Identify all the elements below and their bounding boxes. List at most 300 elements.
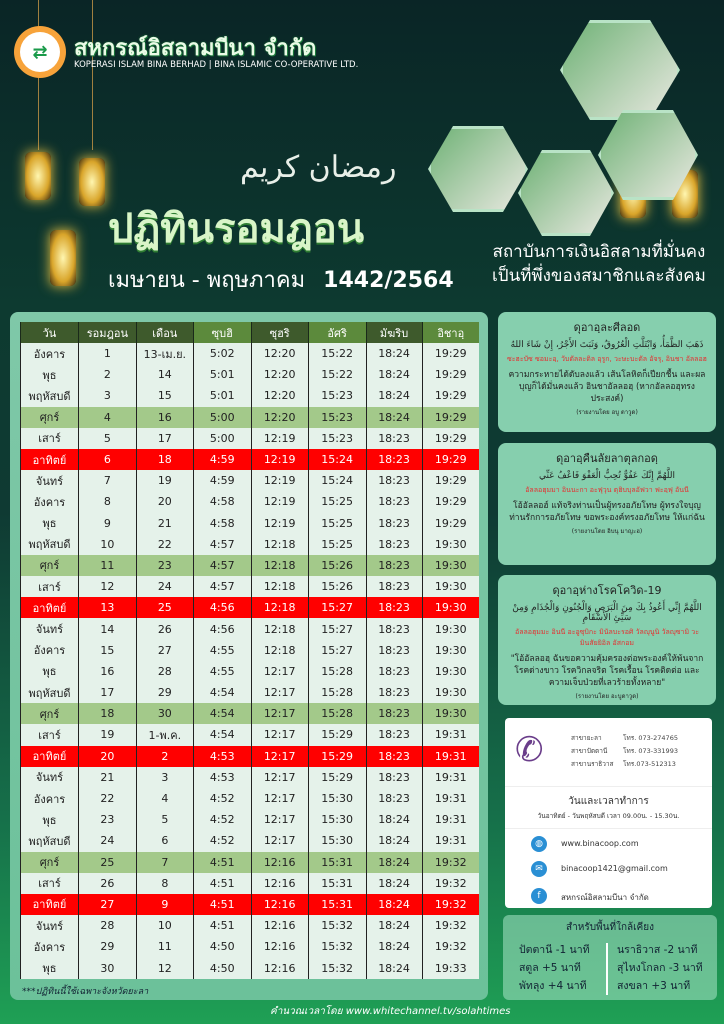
table-cell: 18:24 bbox=[366, 407, 422, 428]
table-cell: 4:59 bbox=[193, 449, 251, 470]
table-cell: พฤหัสบดี bbox=[21, 534, 79, 555]
table-row bbox=[21, 767, 480, 788]
hours-text: วันอาทิตย์ - วันพฤหัสบดี เวลา 09.00น. - 15.30น. bbox=[537, 812, 680, 820]
table-cell: 4:54 bbox=[193, 682, 251, 703]
table-cell: 29 bbox=[78, 936, 136, 957]
table-cell: 16 bbox=[136, 407, 193, 428]
nearby-item: สุไหงโกลก -3 นาที bbox=[617, 962, 703, 974]
table-cell: ศุกร์ bbox=[21, 555, 79, 576]
table-cell: 18:23 bbox=[366, 724, 422, 745]
table-cell: 15:30 bbox=[308, 809, 366, 830]
table-cell: 4:51 bbox=[193, 894, 251, 915]
table-cell: 12:20 bbox=[251, 364, 308, 385]
table-cell: 19:32 bbox=[422, 852, 479, 873]
table-cell: 18:24 bbox=[366, 343, 422, 364]
table-cell: 15:32 bbox=[308, 957, 366, 978]
table-cell: อังคาร bbox=[21, 788, 79, 809]
table-cell: 19:30 bbox=[422, 555, 479, 576]
table-cell: 12:20 bbox=[251, 407, 308, 428]
table-cell: พุธ bbox=[21, 513, 79, 534]
table-cell: อังคาร bbox=[21, 491, 79, 512]
table-cell: 18:24 bbox=[366, 936, 422, 957]
table-cell: 27 bbox=[78, 894, 136, 915]
table-cell: 8 bbox=[78, 491, 136, 512]
table-cell: 19:31 bbox=[422, 767, 479, 788]
website-link[interactable]: www.binacoop.com bbox=[561, 839, 639, 848]
table-cell: 19:29 bbox=[422, 470, 479, 491]
table-cell: 12:19 bbox=[251, 428, 308, 449]
table-header bbox=[21, 322, 480, 343]
phone-number[interactable]: โทร. 073-274765 bbox=[623, 734, 678, 742]
lantern-decoration bbox=[79, 158, 105, 206]
prayer-timetable bbox=[20, 322, 479, 979]
table-cell: 4:50 bbox=[193, 957, 251, 978]
phone-number[interactable]: โทร.073-512313 bbox=[623, 760, 676, 768]
table-row bbox=[21, 936, 480, 957]
table-cell: 4:56 bbox=[193, 597, 251, 618]
table-cell: 18:24 bbox=[366, 852, 422, 873]
table-cell: 18 bbox=[136, 449, 193, 470]
column-header: รอมฎอน bbox=[78, 322, 136, 343]
table-cell: ศุกร์ bbox=[21, 703, 79, 724]
table-cell: จันทร์ bbox=[21, 767, 79, 788]
table-cell: 15:23 bbox=[308, 428, 366, 449]
table-cell: 10 bbox=[78, 534, 136, 555]
table-cell: 15:29 bbox=[308, 746, 366, 767]
table-cell: 30 bbox=[78, 957, 136, 978]
table-cell: พุธ bbox=[21, 809, 79, 830]
table-cell: 12:19 bbox=[251, 449, 308, 470]
table-row bbox=[21, 555, 480, 576]
table-cell: 18:24 bbox=[366, 915, 422, 936]
table-cell: 6 bbox=[78, 449, 136, 470]
table-cell: 19:30 bbox=[422, 618, 479, 639]
dua-transliteration: ซะฮะบัซ ซอมะอฺ, วับตัลละติล อุรูก, วะษะบะตัล อัจรุ, อินชา อัลลอฮ bbox=[507, 355, 707, 363]
table-cell: พฤหัสบดี bbox=[21, 830, 79, 851]
table-row bbox=[21, 852, 480, 873]
dua-meaning: โอ้อัลลอฮ์ แท้จริงท่านเป็นผู้ทรงอภัยโทษ ผู้ทรงใจบุญ ท่านรักการอภัยโทษ ขอพระองค์ทรงอภัยโทษ ให้แก่ฉัน bbox=[509, 501, 705, 523]
table-cell: 12:17 bbox=[251, 830, 308, 851]
table-cell: 15:28 bbox=[308, 682, 366, 703]
table-cell: 28 bbox=[78, 915, 136, 936]
table-row bbox=[21, 957, 480, 978]
table-cell: 7 bbox=[78, 470, 136, 491]
globe-icon: ◍ bbox=[531, 836, 547, 852]
table-cell: 12:16 bbox=[251, 915, 308, 936]
table-cell: จันทร์ bbox=[21, 915, 79, 936]
table-cell: 5 bbox=[136, 809, 193, 830]
table-cell: 12:16 bbox=[251, 852, 308, 873]
table-cell: 1-พ.ค. bbox=[136, 724, 193, 745]
table-cell: จันทร์ bbox=[21, 470, 79, 491]
slogan-line: เป็นที่พึ่งของสมาชิกและสังคม bbox=[492, 266, 706, 286]
table-cell: 21 bbox=[78, 767, 136, 788]
table-cell: 4:53 bbox=[193, 746, 251, 767]
table-cell: 10 bbox=[136, 915, 193, 936]
table-row bbox=[21, 661, 480, 682]
slogan-line: สถาบันการเงินอิสลามที่มั่นคง bbox=[492, 242, 706, 262]
table-cell: อาทิตย์ bbox=[21, 746, 79, 767]
table-cell: 20 bbox=[78, 746, 136, 767]
branch-photo bbox=[518, 150, 614, 236]
table-cell: 18:23 bbox=[366, 788, 422, 809]
contact-card bbox=[505, 718, 712, 908]
table-cell: 19:30 bbox=[422, 597, 479, 618]
table-cell: 12:17 bbox=[251, 788, 308, 809]
table-row bbox=[21, 703, 480, 724]
table-cell: 19:29 bbox=[422, 364, 479, 385]
table-cell: 4:52 bbox=[193, 788, 251, 809]
table-row bbox=[21, 407, 480, 428]
phone-list bbox=[571, 732, 678, 771]
dua-title: ดุอาอฺห่างโรคโควิด-19 bbox=[552, 584, 662, 597]
table-cell: 15:24 bbox=[308, 449, 366, 470]
table-row bbox=[21, 640, 480, 661]
lantern-string bbox=[92, 0, 93, 150]
table-cell: 18:23 bbox=[366, 640, 422, 661]
nearby-left-list bbox=[519, 941, 590, 995]
table-body bbox=[21, 343, 480, 979]
table-cell: 18:23 bbox=[366, 491, 422, 512]
table-cell: 25 bbox=[136, 597, 193, 618]
table-cell: 18:24 bbox=[366, 809, 422, 830]
table-cell: 12:19 bbox=[251, 513, 308, 534]
table-cell: 17 bbox=[78, 682, 136, 703]
table-cell: 18:23 bbox=[366, 449, 422, 470]
table-cell: 13 bbox=[78, 597, 136, 618]
table-cell: พฤหัสบดี bbox=[21, 385, 79, 406]
table-cell: 18:23 bbox=[366, 428, 422, 449]
table-cell: 15:30 bbox=[308, 788, 366, 809]
branch-name: สาขาปัตตานี bbox=[571, 747, 608, 755]
table-cell: 27 bbox=[136, 640, 193, 661]
table-cell: 12:18 bbox=[251, 534, 308, 555]
table-cell: 4:56 bbox=[193, 618, 251, 639]
dua-arabic: اللَّهُمَّ إِنِّي أَعُوذُ بِكَ مِنَ الْبَرَصِ وَالْجُنُونِ وَالْجُذَامِ وَمِنْ سَيِّئِ الأَسْقَامِ bbox=[512, 603, 702, 623]
org-name-english: KOPERASI ISLAM BINA BERHAD | BINA ISLAMIC CO-OPERATIVE LTD. bbox=[74, 60, 359, 70]
table-cell: 14 bbox=[78, 618, 136, 639]
table-cell: 12:17 bbox=[251, 682, 308, 703]
table-cell: 19:32 bbox=[422, 894, 479, 915]
table-cell: 5:00 bbox=[193, 407, 251, 428]
table-cell: 18:24 bbox=[366, 364, 422, 385]
table-cell: อาทิตย์ bbox=[21, 449, 79, 470]
nearby-title: สำหรับพื้นที่ใกล้เคียง bbox=[566, 922, 654, 933]
table-cell: 18:23 bbox=[366, 470, 422, 491]
table-cell: 19:32 bbox=[422, 873, 479, 894]
table-cell: 18:23 bbox=[366, 703, 422, 724]
ramadan-kareem-calligraphy: رمضان كريم bbox=[240, 150, 397, 185]
table-cell: 21 bbox=[136, 513, 193, 534]
table-note: ***ปฏิทินนี้ใช้เฉพาะจังหวัดยะลา bbox=[22, 987, 149, 997]
table-row bbox=[21, 724, 480, 745]
table-cell: 18:23 bbox=[366, 618, 422, 639]
table-cell: 19 bbox=[78, 724, 136, 745]
branch-name: สาขายะลา bbox=[571, 734, 602, 742]
table-cell: 19:33 bbox=[422, 957, 479, 978]
table-cell: 18:23 bbox=[366, 597, 422, 618]
table-cell: 12:18 bbox=[251, 618, 308, 639]
nearby-areas-panel bbox=[503, 915, 717, 1000]
table-cell: 12 bbox=[78, 576, 136, 597]
branch-photo bbox=[560, 20, 680, 120]
nearby-item: ปัตตานี -1 นาที bbox=[519, 944, 590, 956]
table-cell: อังคาร bbox=[21, 343, 79, 364]
table-cell: 18:24 bbox=[366, 894, 422, 915]
table-cell: 18:24 bbox=[366, 830, 422, 851]
table-cell: 12:17 bbox=[251, 746, 308, 767]
table-cell: 19:29 bbox=[422, 407, 479, 428]
table-cell: 6 bbox=[136, 830, 193, 851]
table-cell: 2 bbox=[136, 746, 193, 767]
nearby-item: พัทลุง +4 นาที bbox=[519, 980, 587, 992]
table-cell: 4:57 bbox=[193, 534, 251, 555]
table-cell: 24 bbox=[136, 576, 193, 597]
table-cell: 12:16 bbox=[251, 894, 308, 915]
column-header: เดือน bbox=[136, 322, 193, 343]
nearby-item: นราธิวาส -2 นาที bbox=[617, 944, 698, 956]
table-cell: 4 bbox=[78, 407, 136, 428]
table-row bbox=[21, 576, 480, 597]
table-cell: 12:18 bbox=[251, 640, 308, 661]
table-cell: 15:31 bbox=[308, 852, 366, 873]
nearby-item: สงขลา +3 นาที bbox=[617, 980, 691, 992]
table-cell: 4:51 bbox=[193, 873, 251, 894]
table-cell: ศุกร์ bbox=[21, 407, 79, 428]
table-cell: 16 bbox=[78, 661, 136, 682]
table-cell: 19:31 bbox=[422, 746, 479, 767]
table-cell: 15:27 bbox=[308, 618, 366, 639]
table-cell: 19:29 bbox=[422, 491, 479, 512]
table-cell: 12:17 bbox=[251, 767, 308, 788]
dua-arabic: ذَهَبَ الظَّمَأُ، وَابْتَلَّتِ الْعُرُوقُ، وَثَبَتَ الأَجْرُ، إِنْ شَاءَ اللهُ bbox=[510, 340, 704, 350]
table-cell: 4:50 bbox=[193, 936, 251, 957]
lantern-decoration bbox=[50, 230, 76, 286]
table-cell: 17 bbox=[136, 428, 193, 449]
table-cell: อาทิตย์ bbox=[21, 597, 79, 618]
table-cell: 19:29 bbox=[422, 513, 479, 534]
facebook-link[interactable]: สหกรณ์อิสลามบีนา จำกัด bbox=[561, 893, 649, 902]
table-cell: 19:31 bbox=[422, 830, 479, 851]
table-cell: 5:01 bbox=[193, 385, 251, 406]
table-cell: 20 bbox=[136, 491, 193, 512]
dua-meaning: "โอ้อัลลอฮฺ ฉันขอความคุ้มครองต่อพระองค์ให้พ้นจาก โรคด่างขาว โรควิกลจริต โรคเรื้อน โรคติดต่อ และความเจ็บป่วยที่เลวร้ายทั้งหลาย" bbox=[510, 654, 704, 688]
table-cell: 3 bbox=[136, 767, 193, 788]
table-cell: 26 bbox=[136, 618, 193, 639]
table-cell: 15:28 bbox=[308, 661, 366, 682]
table-cell: 15:31 bbox=[308, 894, 366, 915]
table-cell: 12:20 bbox=[251, 343, 308, 364]
table-cell: 15:23 bbox=[308, 385, 366, 406]
table-cell: 19:32 bbox=[422, 915, 479, 936]
dua-source: (รายงานโดย อิบนุ มาญะฮ) bbox=[571, 528, 643, 535]
dua-title: ดุอาอฺคืนลัยลาตุลกอดฺ bbox=[556, 452, 658, 465]
table-cell: 18:23 bbox=[366, 513, 422, 534]
table-cell: 23 bbox=[136, 555, 193, 576]
table-cell: 8 bbox=[136, 873, 193, 894]
table-cell: 9 bbox=[78, 513, 136, 534]
table-cell: 15:32 bbox=[308, 915, 366, 936]
table-cell: 5:02 bbox=[193, 343, 251, 364]
table-cell: 15:29 bbox=[308, 724, 366, 745]
table-cell: 19:31 bbox=[422, 788, 479, 809]
table-cell: 15:25 bbox=[308, 491, 366, 512]
table-row bbox=[21, 809, 480, 830]
table-cell: 4:55 bbox=[193, 661, 251, 682]
table-cell: 15:23 bbox=[308, 407, 366, 428]
table-cell: 18:23 bbox=[366, 555, 422, 576]
table-cell: 11 bbox=[136, 936, 193, 957]
table-cell: 4:52 bbox=[193, 809, 251, 830]
table-cell: 15:28 bbox=[308, 703, 366, 724]
dua-title: ดุอาอฺละศีลอด bbox=[573, 321, 641, 334]
table-cell: 15:27 bbox=[308, 640, 366, 661]
calculation-credit: คำนวณเวลาโดย www.whitechannel.tv/solahtimes bbox=[270, 1006, 511, 1017]
table-cell: 23 bbox=[78, 809, 136, 830]
table-cell: จันทร์ bbox=[21, 618, 79, 639]
column-header: อิชาอฺ bbox=[422, 322, 479, 343]
table-row bbox=[21, 449, 480, 470]
table-cell: 12:17 bbox=[251, 703, 308, 724]
page-title: ปฏิทินรอมฎอน bbox=[108, 206, 365, 252]
facebook-icon: f bbox=[531, 888, 547, 904]
table-cell: 15 bbox=[136, 385, 193, 406]
table-cell: 18:23 bbox=[366, 746, 422, 767]
table-cell: 4:54 bbox=[193, 703, 251, 724]
table-cell: 19 bbox=[136, 470, 193, 491]
column-header: มัฆริบ bbox=[366, 322, 422, 343]
table-cell: 12:18 bbox=[251, 576, 308, 597]
table-cell: พุธ bbox=[21, 661, 79, 682]
table-cell: 12:17 bbox=[251, 809, 308, 830]
table-cell: 4:53 bbox=[193, 767, 251, 788]
table-cell: 22 bbox=[136, 534, 193, 555]
table-cell: เสาร์ bbox=[21, 724, 79, 745]
org-name-thai: สหกรณ์อิสลามบีนา จำกัด bbox=[74, 36, 317, 61]
table-cell: 18:24 bbox=[366, 385, 422, 406]
table-cell: 12:19 bbox=[251, 470, 308, 491]
table-cell: 4:57 bbox=[193, 555, 251, 576]
table-cell: เสาร์ bbox=[21, 428, 79, 449]
table-cell: 19:29 bbox=[422, 343, 479, 364]
dua-source: (รายงานโดย อบู ดาวูด) bbox=[576, 409, 638, 416]
table-cell: 12 bbox=[136, 957, 193, 978]
table-cell: 19:29 bbox=[422, 428, 479, 449]
table-cell: 15:25 bbox=[308, 534, 366, 555]
table-cell: 18:23 bbox=[366, 682, 422, 703]
email-link[interactable]: binacoop1421@gmail.com bbox=[561, 864, 668, 873]
table-cell: 15:22 bbox=[308, 343, 366, 364]
table-cell: 15 bbox=[78, 640, 136, 661]
table-cell: 12:16 bbox=[251, 936, 308, 957]
table-row bbox=[21, 385, 480, 406]
subtitle bbox=[108, 262, 454, 297]
table-cell: 29 bbox=[136, 682, 193, 703]
table-cell: 28 bbox=[136, 661, 193, 682]
table-cell: 15:32 bbox=[308, 936, 366, 957]
dua-laylatul-qadr bbox=[498, 443, 716, 565]
dua-meaning: ความกระหายได้ดับลงแล้ว เส้นโลหิตก็เปียกชื้น และผลบุญก็ได้มั่นคงแล้ว อินชาอัลลอฮฺ (หากอัลลอฮฺทรงประสงค์) bbox=[508, 370, 706, 404]
table-cell: 4:51 bbox=[193, 852, 251, 873]
table-cell: อังคาร bbox=[21, 640, 79, 661]
table-cell: 30 bbox=[136, 703, 193, 724]
table-cell: 4 bbox=[136, 788, 193, 809]
column-header: ซุบฮิ bbox=[193, 322, 251, 343]
table-row bbox=[21, 534, 480, 555]
table-cell: ศุกร์ bbox=[21, 852, 79, 873]
dua-transliteration: อัลลอฮุมมะ อินนี อะอูซุบิกะ มินัลบะรอศิ วัลญุนูนิ วัลญุซามิ วะมินสัยยิอิล อัสกอม bbox=[515, 628, 699, 647]
phone-number[interactable]: โทร. 073-331993 bbox=[623, 747, 678, 755]
table-cell: 15:30 bbox=[308, 830, 366, 851]
table-cell: 4:55 bbox=[193, 640, 251, 661]
table-cell: เสาร์ bbox=[21, 873, 79, 894]
table-cell: พุธ bbox=[21, 957, 79, 978]
table-row bbox=[21, 894, 480, 915]
column-header: ซุฮริ bbox=[251, 322, 308, 343]
table-cell: 4:59 bbox=[193, 470, 251, 491]
table-row bbox=[21, 830, 480, 851]
table-cell: 9 bbox=[136, 894, 193, 915]
table-row bbox=[21, 618, 480, 639]
column-header: วัน bbox=[21, 322, 79, 343]
table-cell: พฤหัสบดี bbox=[21, 682, 79, 703]
hours-title: วันและเวลาทำการ bbox=[568, 796, 649, 807]
table-cell: 19:30 bbox=[422, 661, 479, 682]
table-cell: 19:29 bbox=[422, 449, 479, 470]
table-cell: 12:18 bbox=[251, 597, 308, 618]
table-row bbox=[21, 513, 480, 534]
table-row bbox=[21, 491, 480, 512]
table-cell: 12:20 bbox=[251, 385, 308, 406]
table-cell: 12:18 bbox=[251, 555, 308, 576]
table-cell: 19:30 bbox=[422, 534, 479, 555]
table-row bbox=[21, 788, 480, 809]
table-cell: 15:22 bbox=[308, 364, 366, 385]
table-cell: 19:30 bbox=[422, 682, 479, 703]
table-cell: 24 bbox=[78, 830, 136, 851]
table-cell: 18:23 bbox=[366, 661, 422, 682]
table-row bbox=[21, 682, 480, 703]
table-cell: 12:16 bbox=[251, 873, 308, 894]
table-cell: 12:16 bbox=[251, 957, 308, 978]
table-cell: 18:24 bbox=[366, 957, 422, 978]
table-cell: 11 bbox=[78, 555, 136, 576]
table-cell: 19:31 bbox=[422, 724, 479, 745]
table-row bbox=[21, 470, 480, 491]
table-cell: 7 bbox=[136, 852, 193, 873]
email-icon: ✉ bbox=[531, 861, 547, 877]
table-cell: 19:32 bbox=[422, 936, 479, 957]
lantern-decoration bbox=[25, 152, 51, 200]
branch-name: สาขานราธิวาส bbox=[571, 760, 614, 768]
table-cell: 12:19 bbox=[251, 491, 308, 512]
table-cell: 5:01 bbox=[193, 364, 251, 385]
table-cell: 15:25 bbox=[308, 513, 366, 534]
table-cell: 4:52 bbox=[193, 830, 251, 851]
month-range: เมษายน - พฤษภาคม bbox=[108, 268, 306, 293]
phone-icon: ✆ bbox=[515, 730, 544, 770]
table-row bbox=[21, 364, 480, 385]
table-cell: 14 bbox=[136, 364, 193, 385]
table-cell: พุธ bbox=[21, 364, 79, 385]
dua-source: (รายงานโดย อะบูดาวูด) bbox=[575, 693, 639, 700]
table-cell: 4:54 bbox=[193, 724, 251, 745]
dua-arabic: اللَّهُمَّ إِنَّكَ عَفُوٌّ تُحِبُّ الْعَفْوَ فَاعْفُ عَنِّي bbox=[539, 471, 675, 481]
logo: ⇄ bbox=[14, 26, 66, 78]
table-cell: 18:23 bbox=[366, 767, 422, 788]
table-cell: 26 bbox=[78, 873, 136, 894]
phone-row bbox=[571, 745, 678, 758]
